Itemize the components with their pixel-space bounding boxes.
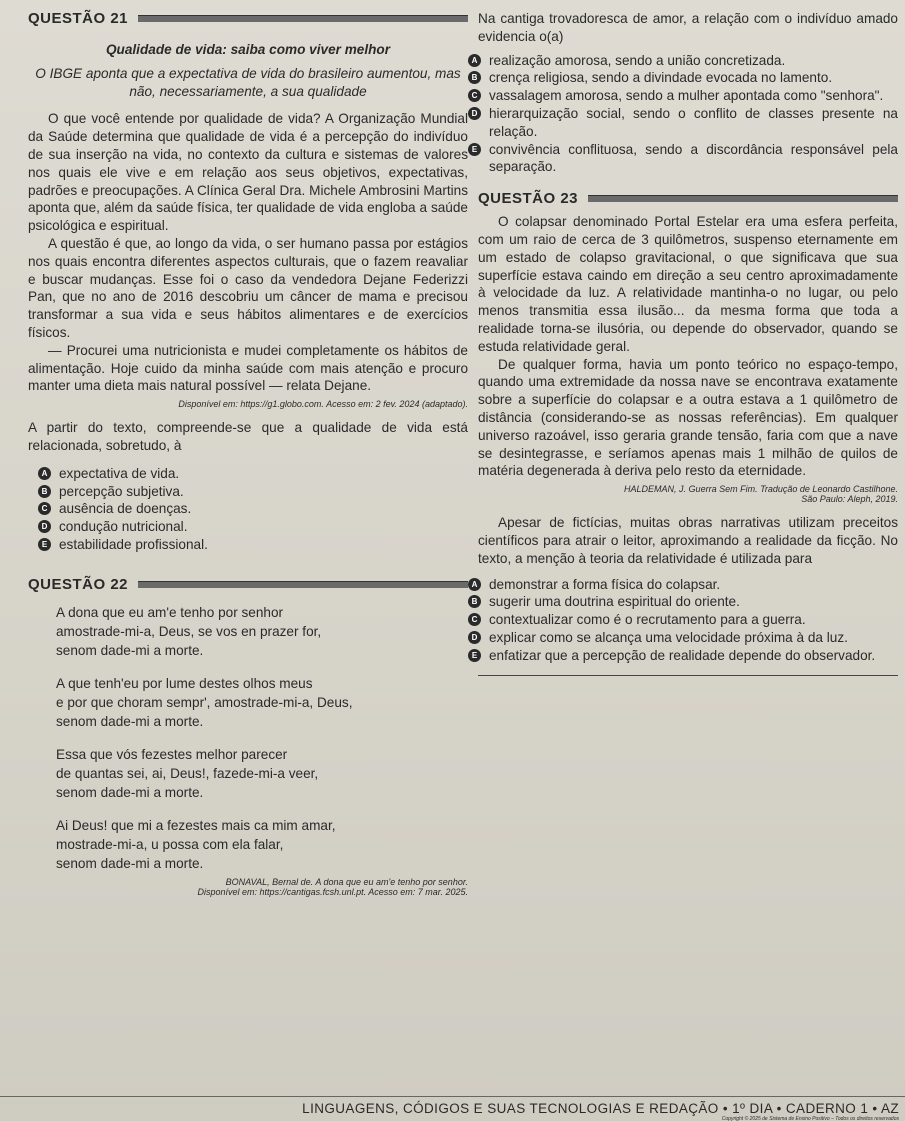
left-column — [28, 10, 468, 897]
q22-option-e[interactable]: E convivência conflituosa, sendo a discordância responsável pela separação. — [468, 141, 898, 177]
q23-rule — [588, 195, 898, 202]
q22-source-1: BONAVAL, Bernal de. A dona que eu am'e tenho por senhor. — [225, 876, 468, 887]
q21-source: Disponível em: https://g1.globo.com. Acesso em: 2 fev. 2024 (adaptado). — [178, 399, 468, 410]
q23-option-b[interactable]: B sugerir uma doutrina espiritual do oriente. — [468, 593, 898, 611]
q22-stanza-1: A dona que eu am'e tenho por senhor amostrade-mi-a, Deus, se vos en prazer for, senom dade-mi a morte. — [56, 604, 322, 658]
q23-option-a[interactable]: A demonstrar a forma física do colapsar. — [468, 576, 898, 594]
q23-source-2: São Paulo: Aleph, 2019. — [801, 494, 898, 505]
q21-title: Qualidade de vida: saiba como viver melhor — [105, 42, 391, 57]
q21-options — [38, 465, 468, 554]
q21-paragraph-2: A questão é que, ao longo da vida, o ser humano passa por estágios nos quais encontra diferentes aspectos culturais, que o fazem reavaliar e buscar mudanças. Esse foi o caso da vendedora Dejane Federizzi Pan, que no ano de 2016 descobriu um câncer de mama e precisou transformar a sua vida e seus hábitos alimentares e de exercícios físicos. — [28, 235, 468, 340]
option-e-bullet-icon: E — [468, 143, 481, 156]
option-a-bullet-icon: A — [38, 467, 51, 480]
q23-paragraph-2: De qualquer forma, havia um ponto teórico no espaço-tempo, quando uma extremidade da nossa nave se encontrava exatamente sobre a superfície do colapsar e a outra estava a 1 quilômetro de distância (considerando-se as nossas referências). Em qualquer universo razoável, isso geraria grande tensão, faria com que a nave se desintegrasse, e seríamos apenas mais 1 milhão de quilos de matéria degenerada à deriva pelo resto da eternidade. — [478, 356, 898, 479]
q22-option-b[interactable]: B crença religiosa, sendo a divindade evocada no lamento. — [468, 69, 898, 87]
q23-option-d[interactable]: D explicar como se alcança uma velocidade próxima à da luz. — [468, 629, 898, 647]
option-d-bullet-icon: D — [38, 520, 51, 533]
q23-source-1: HALDEMAN, J. Guerra Sem Fim. Tradução de Leonardo Castilhone. — [624, 484, 898, 495]
option-c-bullet-icon: C — [38, 502, 51, 515]
option-b-bullet-icon: B — [468, 595, 481, 608]
q22-stanza-4: Ai Deus! que mi a fezestes mais ca mim amar, mostrade-mi-a, u possa com ela falar, senom dade-mi a morte. — [56, 817, 336, 871]
q22-option-a[interactable]: A realização amorosa, sendo a união concretizada. — [468, 52, 898, 70]
q23-option-e[interactable]: E enfatizar que a percepção de realidade depende do observador. — [468, 647, 898, 665]
q22-source-2: Disponível em: https://cantigas.fcsh.unl.pt. Acesso em: 7 mar. 2025. — [197, 886, 468, 897]
q21-option-d[interactable]: D condução nutricional. — [38, 518, 468, 536]
q23-stem: Apesar de fictícias, muitas obras narrativas utilizam preceitos científicos para atrair o leitor, aproximando a realidade da ficção. No texto, a menção à teoria da relatividade é utilizada para — [478, 515, 898, 566]
option-a-bullet-icon: A — [468, 578, 481, 591]
q23-paragraph-1: O colapsar denominado Portal Estelar era uma esfera perfeita, com um raio de cerca de 3 quilômetros, suspenso eternamente em um estado de colapso gravitacional, o que significava que sua superfície estava caindo em direção a seu centro aproximadamente à velocidade da luz. A relatividade mantinha-o no lugar, ou pelo menos transmitia essa ilusão... da mesma forma que toda a realidade torna-se ilusória, ou depende do observador, quando se estuda relatividade geral. — [478, 214, 898, 354]
q21-subtitle: O IBGE aponta que a expectativa de vida do brasileiro aumentou, mas não, necessariamente, a sua qualidade — [35, 65, 461, 99]
q23-options — [468, 576, 898, 665]
option-d-bullet-icon: D — [468, 631, 481, 644]
right-column — [471, 10, 898, 688]
q21-option-b[interactable]: B percepção subjetiva. — [38, 483, 468, 501]
q23-end-divider — [478, 675, 898, 676]
footer-title: LINGUAGENS, CÓDIGOS E SUAS TECNOLOGIAS E REDAÇÃO • 1º DIA • CADERNO 1 • AZ — [302, 1101, 899, 1116]
option-c-bullet-icon: C — [468, 89, 481, 102]
q21-label: QUESTÃO 21 — [28, 10, 129, 27]
option-b-bullet-icon: B — [38, 485, 51, 498]
q22-option-c[interactable]: C vassalagem amorosa, sendo a mulher apontada como "senhora". — [468, 87, 898, 105]
q21-option-c[interactable]: C ausência de doenças. — [38, 500, 468, 518]
q22-stem: Na cantiga trovadoresca de amor, a relação com o indivíduo amado evidencia o(a) — [478, 11, 898, 44]
footer-copyright: Copyright © 2025 de Sistema de Ensino Positivo – Todos os direitos reservados — [721, 1116, 899, 1122]
q21-option-e[interactable]: E estabilidade profissional. — [38, 536, 468, 554]
option-b-bullet-icon: B — [468, 71, 481, 84]
option-a-bullet-icon: A — [468, 54, 481, 67]
q23-label: QUESTÃO 23 — [478, 190, 579, 208]
q23-header — [478, 190, 898, 207]
q21-stem: A partir do texto, compreende-se que a qualidade de vida está relacionada, sobretudo, à — [28, 420, 468, 453]
q22-option-d[interactable]: D hierarquização social, sendo o conflito de classes presente na relação. — [468, 105, 898, 141]
option-e-bullet-icon: E — [38, 538, 51, 551]
q21-paragraph-3: — Procurei uma nutricionista e mudei completamente os hábitos de alimentação. Hoje cuido da minha saúde com mais atenção e procuro manter uma dieta mais natural possível — relata Dejane. — [28, 342, 468, 394]
q22-header — [28, 576, 468, 593]
q21-option-a[interactable]: A expectativa de vida. — [38, 465, 468, 483]
q22-label: QUESTÃO 22 — [28, 575, 129, 593]
q22-stanza-3: Essa que vós fezestes melhor parecer de quantas sei, ai, Deus!, fazede-mi-a veer, senom dade-mi a morte. — [56, 746, 319, 800]
q21-header — [28, 10, 468, 27]
q22-rule — [138, 581, 468, 588]
option-e-bullet-icon: E — [468, 649, 481, 662]
q21-rule — [138, 15, 468, 22]
option-c-bullet-icon: C — [468, 613, 481, 626]
q21-paragraph-1: O que você entende por qualidade de vida? A Organização Mundial da Saúde determina que qualidade de vida é a percepção do indivíduo de sua inserção na vida, no contexto da cultura e sistemas de valores nos quais ele vive e em relação aos seus objetivos, expectativas, padrões e preocupações. A Clínica Geral Dra. Michele Ambrosini Martins aponta que, além da saúde física, ter qualidade de vida engloba a saúde psicológica e espiritual. — [28, 111, 468, 234]
q22-options — [468, 52, 898, 177]
page-footer — [0, 1096, 905, 1122]
option-d-bullet-icon: D — [468, 107, 481, 120]
q22-stanza-2: A que tenh'eu por lume destes olhos meus e por que choram sempr', amostrade-mi-a, Deus, senom dade-mi a morte. — [56, 675, 353, 729]
q23-option-c[interactable]: C contextualizar como é o recrutamento para a guerra. — [468, 611, 898, 629]
